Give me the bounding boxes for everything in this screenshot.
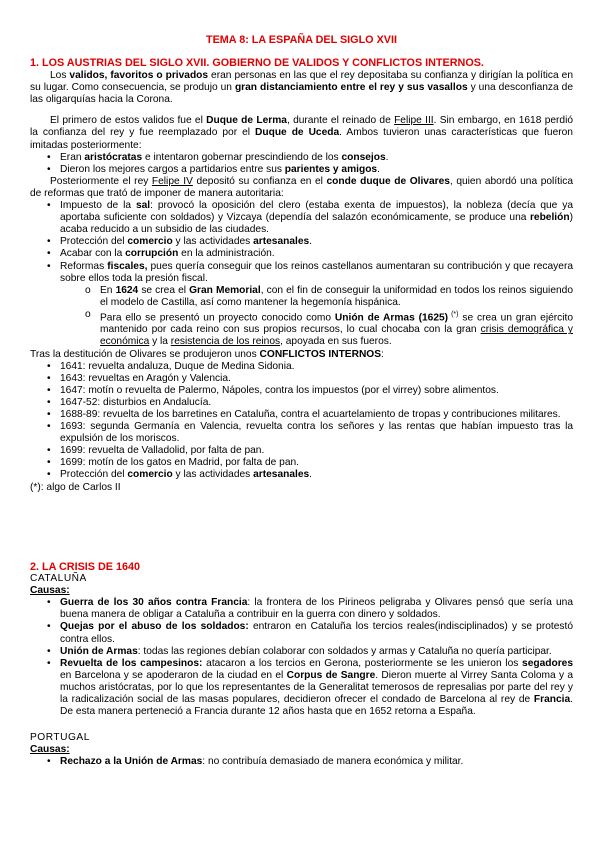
list-item: • Revuelta de los campesinos: atacaron a los tercios en Gerona, posteriormente se les unieron los segadores en Barcelona y se apoderaron de la ciudad en el Corpus de Sangre. Dieron muerte al Virrey Santa Coloma y a muchos aristócratas, por lo que los representantes de la Generalitat temerosos de represalias por parte del rey y la radicalización social de las masas populares, decidieron ofrecer el condado de Barcelona al rey de Francia. De esta manera perteneció a Francia durante 12 años hasta que en 1652 retorna a España. bbox=[30, 658, 573, 718]
section-2 bbox=[30, 561, 573, 769]
section-2-heading: 2. LA CRISIS DE 1640 bbox=[30, 561, 141, 573]
list-item: • Dieron los mejores cargos a partidarios entre sus parientes y amigos. bbox=[30, 164, 573, 176]
list-item: o En 1624 se crea el Gran Memorial, con el fin de conseguir la uniformidad en todos los reinos siguiendo el modelo de Castilla, así como mantener la hegemonía hispánica. bbox=[30, 285, 573, 309]
list-item: • 1641: revuelta andaluza, Duque de Medina Sidonia. bbox=[30, 361, 573, 373]
list-item: o Para ello se presentó un proyecto conocido como Unión de Armas (1625) (*) se crea un gran ejército mantenido por cada reino con sus propios recursos, lo cual chocaba con la gran crisis demográfica y económica y la resistencia de los reinos, apoyada en sus fueros. bbox=[30, 309, 573, 349]
list-item: • 1647: motín o revuelta de Palermo, Nápoles, contra los impuestos (por el virrey) sobre alimentos. bbox=[30, 385, 573, 397]
list-item: • 1647-52: disturbios en Andalucía. bbox=[30, 397, 573, 409]
portugal-causes-list bbox=[30, 756, 573, 768]
paragraph-validos: Los validos, favoritos o privados eran personas en las que el rey depositaba su confianza y dirigían la política en su lugar. Como consecuencia, se produjo un gran distanciamiento entre el rey y sus vasallos y una desconfianza de las oligarquías hacia la Corona. bbox=[30, 70, 574, 106]
list-item: • 1699: motín de los gatos en Madrid, por falta de pan. bbox=[30, 457, 573, 469]
paragraph-olivares: Posteriormente el rey Felipe IV depositó su confianza en el conde duque de Olivares, quien abordó una política de reformas que trató de imponer de manera autoritaria: bbox=[30, 175, 574, 199]
list-item: • 1643: revueltas en Aragón y Valencia. bbox=[30, 373, 573, 385]
list-item: • Eran aristócratas e intentaron gobernar prescindiendo de los consejos. bbox=[30, 152, 573, 164]
list-item: • Protección del comercio y las actividades artesanales. bbox=[30, 236, 573, 248]
paragraph-lerma: El primero de estos validos fue el Duque de Lerma, durante el reinado de Felipe III. Sin embargo, en 1618 perdió la confianza del rey y fue reemplazado por el Duque de Uceda. Ambos tuvieron unas características que fueron imitadas posteriormente: bbox=[30, 115, 574, 151]
subheading-portugal: PORTUGAL bbox=[30, 732, 90, 744]
section-1-heading: 1. LOS AUSTRIAS DEL SIGLO XVII. GOBIERNO DE VALIDOS Y CONFLICTOS INTERNOS. bbox=[30, 57, 484, 69]
list-item: • 1699: revuelta de Valladolid, por falta de pan. bbox=[30, 445, 573, 457]
document-title: TEMA 8: LA ESPAÑA DEL SIGLO XVII bbox=[206, 34, 397, 46]
subheading-cataluna: CATALUÑA bbox=[30, 573, 87, 585]
footnote: (*): algo de Carlos II bbox=[30, 481, 121, 493]
olivares-reforms-list bbox=[30, 200, 573, 285]
fiscal-reforms-sublist bbox=[30, 285, 573, 349]
valido-characteristics-list bbox=[30, 152, 573, 176]
paragraph-conflictos: Tras la destitución de Olivares se produjeron unos CONFLICTOS INTERNOS: bbox=[30, 348, 384, 360]
list-item: • Guerra de los 30 años contra Francia: la frontera de los Pirineos peligraba y Olivares pensó que sería una buena manera de obligar a Cataluña a contribuir en la guerra con dinero y soldados. bbox=[30, 597, 573, 621]
cataluna-causes-list bbox=[30, 597, 573, 718]
causas-label: Causas: bbox=[30, 744, 70, 756]
list-item: • Acabar con la corrupción en la administración. bbox=[30, 248, 573, 260]
list-item: • Impuesto de la sal: provocó la oposición del clero (estaba exenta de impuestos), la nobleza (decía que ya aportaba suficiente con soldados) y Vizcaya (dependía del salazón económicamente, se produce una rebelión) acaba reducido a un subsidio de las ciudades. bbox=[30, 200, 573, 236]
list-item: • 1693: segunda Germanía en Valencia, revuelta contra los señores y las rentas que habían impuesto tras la expulsión de los moriscos. bbox=[30, 421, 573, 445]
list-item: • Reformas fiscales, pues quería conseguir que los reinos castellanos aumentaran su contribución y que recayera sobre ellos toda la presión fiscal. bbox=[30, 261, 573, 285]
list-item: • 1688-89: revuelta de los barretines en Cataluña, contra el acuartelamiento de tropas y contribuciones militares. bbox=[30, 409, 573, 421]
list-item: • Quejas por el abuso de los soldados: entraron en Cataluña los tercios reales(indisciplinados) y se protestó contra ellos. bbox=[30, 621, 573, 645]
list-item: • Protección del comercio y las actividades artesanales. bbox=[30, 469, 573, 481]
conflicts-list bbox=[30, 361, 573, 482]
list-item: • Unión de Armas: todas las regiones debían colaborar con soldados y armas y Cataluña no quería participar. bbox=[30, 646, 573, 658]
list-item: • Rechazo a la Unión de Armas: no contribuía demasiado de manera económica y militar. bbox=[30, 756, 573, 768]
causas-label: Causas: bbox=[30, 585, 70, 597]
section-1 bbox=[30, 57, 573, 494]
